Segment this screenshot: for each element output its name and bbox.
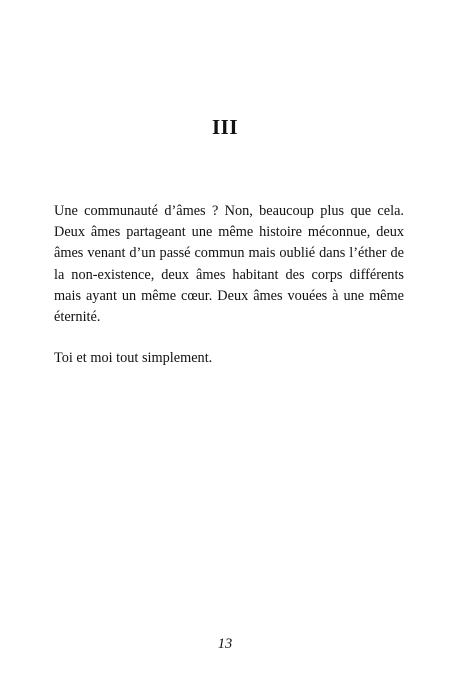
chapter-heading: III (211, 115, 239, 139)
paragraph-1: Une communauté d’âmes ? Non, beaucoup plus que cela. Deux âmes partageant une même histoire méconnue, deux âmes venant d’un passé commun mais oublié dans l’éther de la non-existence, deux âmes habitant des corps différents mais ayant un même cœur. Deux âmes vouées à une même éternité. (54, 203, 404, 326)
body-text (54, 201, 404, 369)
paragraph-2: Toi et moi tout simplement. (54, 350, 213, 367)
page-number: 13 (217, 636, 233, 652)
